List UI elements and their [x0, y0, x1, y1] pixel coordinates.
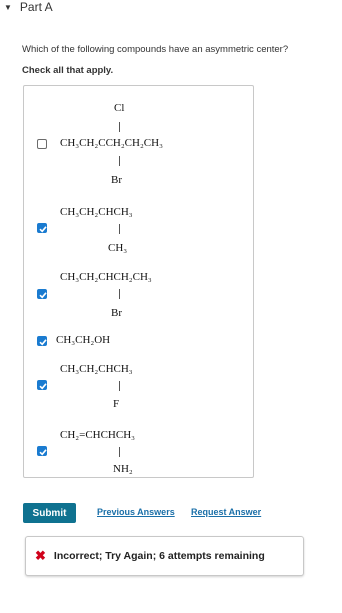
question-instruction: Check all that apply.: [22, 65, 114, 76]
bond-line: [119, 156, 120, 166]
substituent-bottom: Br: [111, 174, 122, 186]
part-title: Part A: [19, 0, 53, 14]
option-2-checkbox[interactable]: [37, 223, 47, 233]
option-1-formula[interactable]: CH₃CH₂CCH₂CH₂CH₃: [60, 137, 163, 149]
x-icon: ✖: [35, 548, 46, 563]
option-5-formula[interactable]: CH₃CH₂CHCH₃: [60, 363, 133, 375]
option-4-formula[interactable]: CH₃CH₂OH: [56, 334, 111, 346]
collapse-triangle-icon[interactable]: ▼: [4, 2, 12, 12]
option-1-checkbox[interactable]: [37, 139, 47, 149]
option-3-checkbox[interactable]: [37, 289, 47, 299]
submit-button[interactable]: Submit: [23, 503, 76, 523]
feedback-message: Incorrect; Try Again; 6 attempts remaining: [53, 550, 265, 562]
option-4-checkbox[interactable]: [37, 336, 47, 346]
previous-answers-link[interactable]: Previous Answers: [97, 507, 175, 517]
request-answer-link[interactable]: Request Answer: [191, 507, 262, 517]
bond-line: [119, 447, 120, 457]
checkmark-icon: [38, 290, 48, 300]
bond-line: [119, 289, 120, 299]
option-5-checkbox[interactable]: [37, 380, 47, 390]
feedback-box: [25, 536, 304, 576]
bond-line: [119, 381, 120, 391]
substituent-top: Cl: [114, 102, 125, 114]
question-text: Which of the following compounds have an asymmetric center?: [22, 44, 289, 55]
option-6-formula[interactable]: CH₂=CHCHCH₃: [60, 429, 135, 441]
substituent-bottom: CH₃: [108, 242, 128, 254]
substituent-bottom: Br: [111, 307, 122, 319]
checkmark-icon: [38, 337, 48, 347]
option-6-checkbox[interactable]: [37, 446, 47, 456]
bond-line: [119, 122, 120, 132]
option-3-formula[interactable]: CH₃CH₂CHCH₂CH₃: [60, 271, 152, 283]
options-box: [23, 85, 254, 478]
checkmark-icon: [38, 224, 48, 234]
substituent-bottom: F: [113, 398, 120, 410]
checkmark-icon: [38, 381, 48, 391]
part-header[interactable]: [4, 0, 53, 14]
bond-line: [119, 224, 120, 234]
checkmark-icon: [38, 447, 48, 457]
substituent-bottom: NH₂: [113, 463, 133, 475]
option-2-formula[interactable]: CH₃CH₂CHCH₃: [60, 206, 133, 218]
